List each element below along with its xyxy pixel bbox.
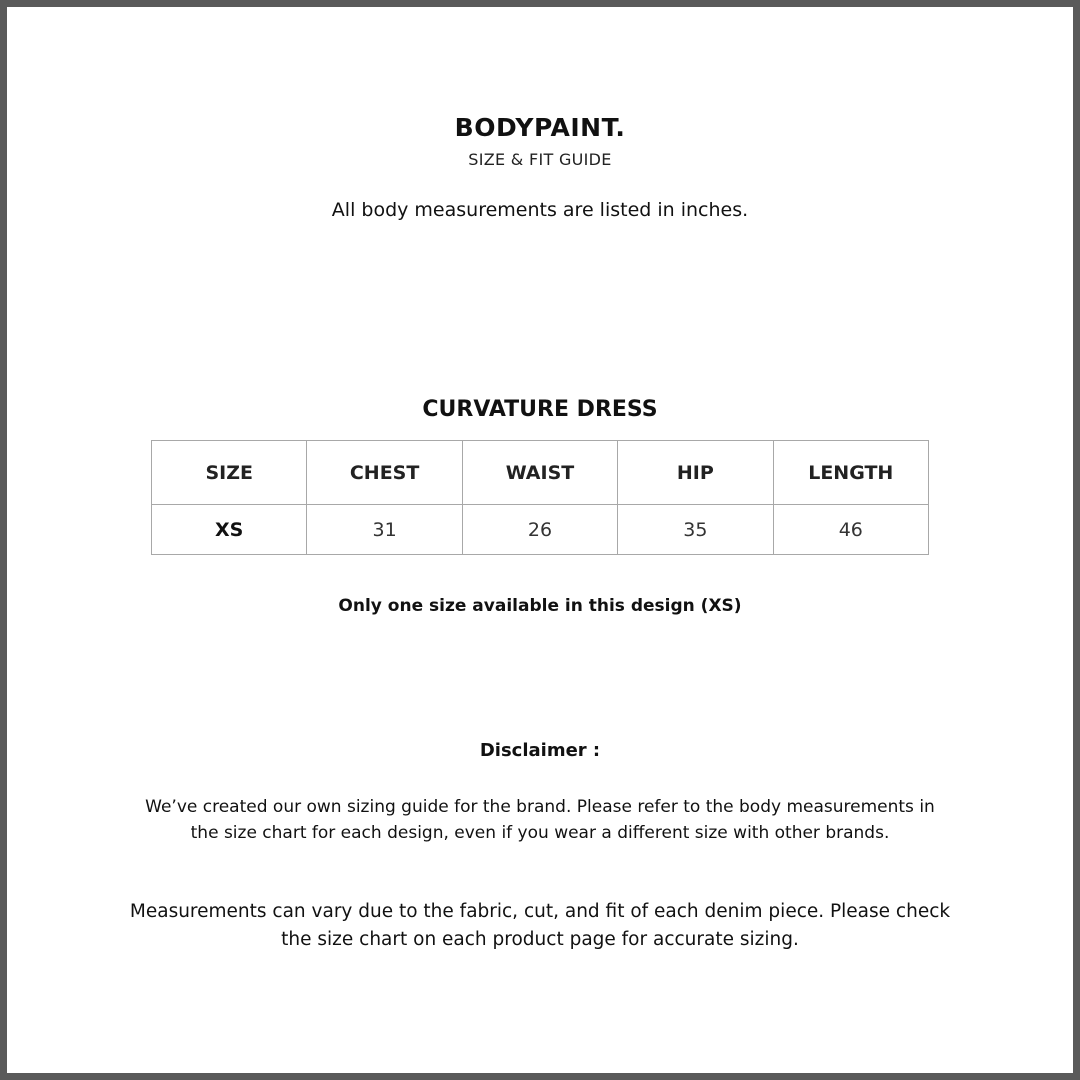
column-header-waist: WAIST	[462, 441, 617, 505]
column-header-size: SIZE	[152, 441, 307, 505]
size-guide-page	[7, 7, 1073, 1073]
table-row	[152, 505, 929, 555]
units-note: All body measurements are listed in inches.	[331, 199, 749, 221]
guide-subtitle: SIZE & FIT GUIDE	[468, 150, 612, 169]
cell-size: XS	[152, 505, 307, 555]
cell-chest: 31	[307, 505, 462, 555]
cell-waist: 26	[462, 505, 617, 555]
cell-length: 46	[773, 505, 928, 555]
availability-note: Only one size available in this design (XS)	[338, 596, 742, 616]
disclaimer-paragraph-2: Measurements can vary due to the fabric, cut, and fit of each denim piece. Please check the size chart on each product page for accurate sizing.	[129, 901, 951, 950]
column-header-chest: CHEST	[307, 441, 462, 505]
cell-hip: 35	[618, 505, 773, 555]
disclaimer-paragraph-1: We’ve created our own sizing guide for the brand. Please refer to the body measurements in the size chart for each design, even if you wear a different size with other brands.	[145, 797, 935, 843]
table-header-row	[152, 441, 929, 505]
column-header-hip: HIP	[618, 441, 773, 505]
size-table	[151, 440, 929, 555]
column-header-length: LENGTH	[773, 441, 928, 505]
product-title: CURVATURE DRESS	[422, 397, 658, 422]
brand-title: BODYPAINT.	[454, 113, 626, 142]
disclaimer-heading: Disclaimer :	[479, 740, 601, 761]
